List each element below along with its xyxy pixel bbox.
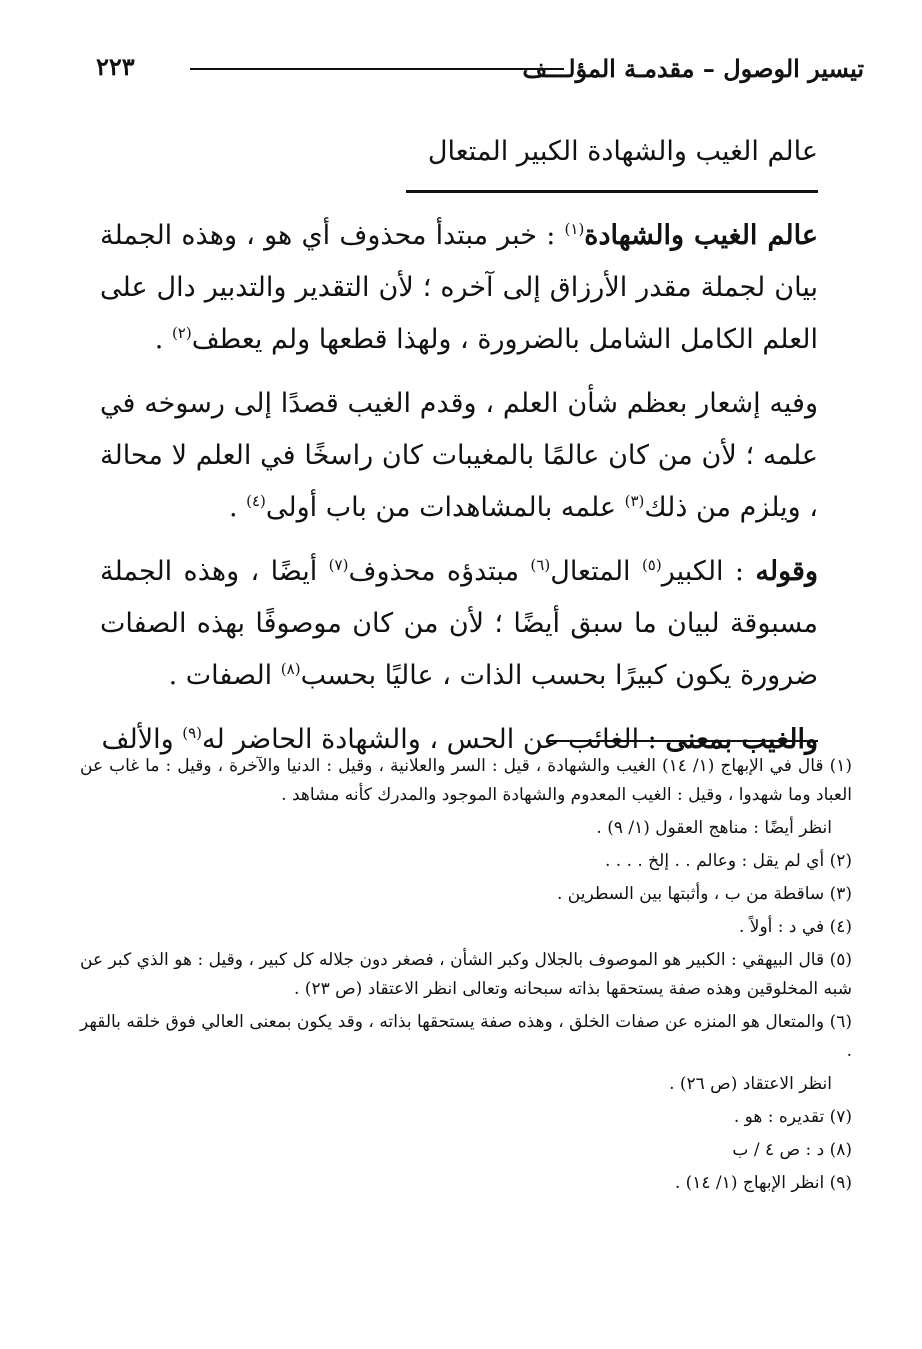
footnote-4: (٤) في د : أولاً .: [738, 917, 852, 937]
footnote-ref-6: (٦): [530, 556, 551, 574]
paragraph-3-text-e: الصفات .: [168, 660, 281, 691]
body-text: [100, 210, 818, 778]
paragraph-3-text-a: : الكبير: [661, 556, 756, 587]
footnote-6: (٦) والمتعال هو المنزه عن صفات الخلق ، وهذه صفة يستحقها بذاته ، وقد يكون بمعنى العالي فوق خلقه بالقهر .: [80, 1012, 852, 1061]
footnote-2: (٢) أي لم يقل : وعالم . . إلخ . . . .: [604, 851, 852, 871]
footnote-7: (٧) تقديره : هو .: [733, 1107, 852, 1127]
footnote-ref-5: (٥): [641, 556, 662, 574]
footnote-ref-9: (٩): [182, 724, 203, 742]
footnote-3: (٣) ساقطة من ب ، وأثبتها بين السطرين .: [556, 884, 852, 904]
footnote-ref-4: (٤): [246, 492, 266, 510]
footnote-ref-3: (٣): [624, 492, 645, 510]
paragraph-4-lead: والغيب بمعنى: [665, 724, 818, 755]
running-head-rule: [190, 68, 564, 70]
page-number: ٢٢٣: [96, 52, 135, 81]
footnote-9: (٩) انظر الإبهاج (١/ ١٤) .: [674, 1173, 852, 1193]
footnote-ref-8: (٨): [280, 660, 301, 678]
paragraph-3-lead: وقوله: [755, 556, 819, 587]
paragraph-1-text-b: .: [154, 324, 172, 355]
running-head-title: تيسير الوصول – مقدمـة المؤلـــف: [522, 54, 864, 83]
paragraph-1-lead: عالم الغيب والشهادة: [584, 220, 818, 251]
footnote-1: (١) قال في الإبهاج (١/ ١٤) الغيب والشهادة ، قيل : السر والعلانية ، وقيل : الدنيا والآخرة ، وقيل : ما غاب عن العباد وما شهدوا ، وقيل : الغيب المعدوم والشهادة الموجود والمدرك كأنه مشاهد .: [80, 756, 852, 805]
paragraph-2-text-a: وفيه إشعار بعظم شأن العلم ، وقدم الغيب قصدًا إلى رسوخه في علمه ؛ لأن من كان عالمًا بالمغيبات كان راسخًا في العلم لا محالة ، ويلزم من ذلك: [100, 388, 818, 523]
footnote-ref-1: (١): [564, 220, 585, 238]
paragraph-3: [100, 546, 818, 702]
footnote-8: (٨) د : ص ٤ / ب: [732, 1140, 852, 1160]
paragraph-1-text-a: : خبر مبتدأ محذوف أي هو ، وهذه الجملة بيان لجملة مقدر الأرزاق إلى آخره ؛ لأن التقدير والتدبير دال على العلم الكامل الشامل بالضرورة ، ولهذا قطعها ولم يعطف: [100, 220, 818, 355]
paragraph-3-text-b: المتعال: [550, 556, 642, 587]
paragraph-2-text-c: .: [228, 492, 247, 523]
paragraph-4-text-b: والألف: [101, 724, 183, 755]
running-head: [96, 48, 864, 88]
footnote-ref-7: (٧): [328, 556, 349, 574]
footnote-1-continuation: انظر أيضًا : مناهج العقول (١/ ٩) .: [596, 818, 832, 838]
footnote-5: (٥) قال البيهقي : الكبير هو الموصوف بالجلال وكبر الشأن ، فصغر دون جلاله كل كبير ، وقيل : هو الذي كبر عن شبه المخلوقين وهذه صفة يستحقها بذاته سبحانه وتعالى انظر الاعتقاد (ص ٢٣) .: [80, 950, 852, 999]
footnotes: [80, 752, 852, 1202]
paragraph-4-text-a: : الغائب عن الحس ، والشهادة الحاضر له: [202, 724, 666, 755]
section-heading: عالم الغيب والشهادة الكبير المتعال: [427, 136, 818, 167]
paragraph-3-text-c: مبتدؤه محذوف: [348, 556, 531, 587]
footnote-6-continuation: انظر الاعتقاد (ص ٢٦) .: [669, 1074, 832, 1094]
heading-rule: [406, 190, 818, 193]
paragraph-3-text-d: أيضًا ، وهذه الجملة مسبوقة لبيان ما سبق أيضًا ؛ لأن من كان موصوفًا بهذه الصفات ضرورة يكون كبيرًا بحسب الذات ، عاليًا بحسب: [100, 556, 818, 691]
footnote-rule: [546, 740, 818, 742]
paragraph-2-text-b: علمه بالمشاهدات من باب أولى: [265, 492, 625, 523]
paragraph-1: [100, 210, 818, 366]
paragraph-2: [100, 378, 818, 534]
footnote-ref-2: (٢): [171, 324, 192, 342]
